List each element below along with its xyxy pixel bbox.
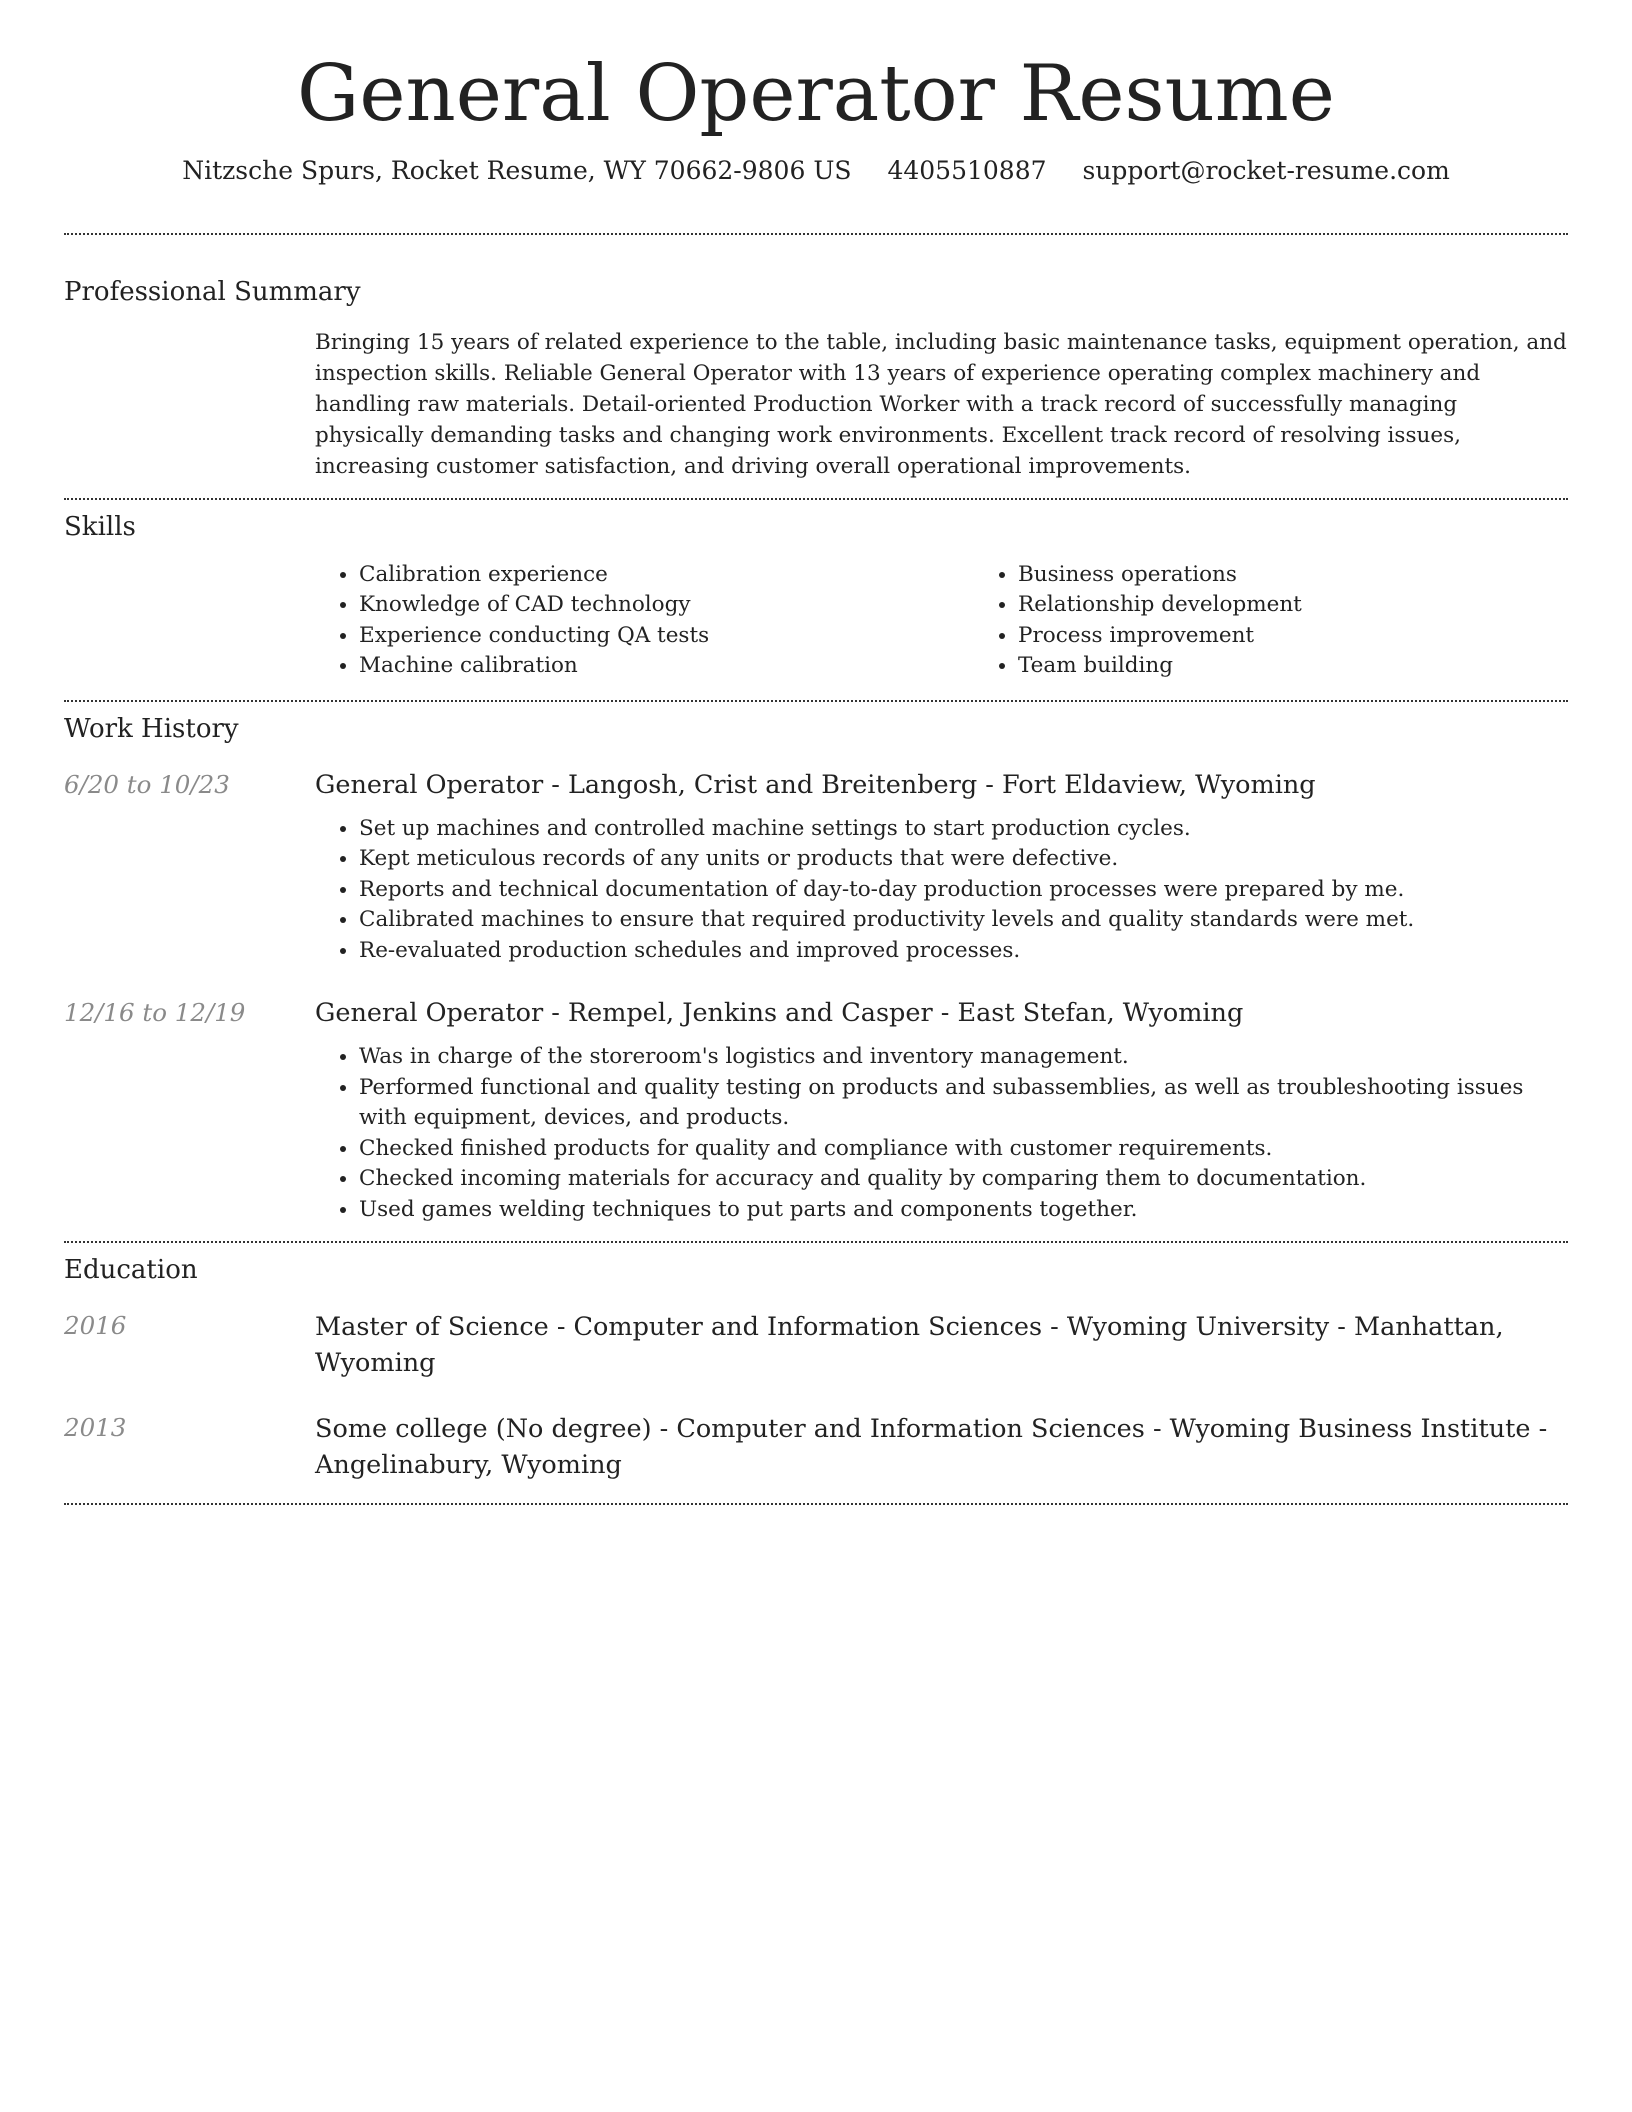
- contact-email: support@rocket-resume.com: [1082, 155, 1450, 185]
- job-heading: [315, 768, 1568, 802]
- work-section: [64, 714, 1568, 1226]
- divider: [64, 233, 1568, 235]
- skill-item: • Knowledge of CAD technology: [359, 590, 974, 621]
- job-title: General Operator: [315, 998, 544, 1029]
- skill-item: • Machine calibration: [359, 651, 974, 682]
- resume-page: [64, 0, 1568, 1505]
- education-details: - Wyoming Business Institute - Angelinabury, Wyoming: [315, 1414, 1548, 1481]
- divider: [64, 498, 1568, 500]
- job-bullet: • Performed functional and quality testing on products and subassemblies, as well as troubleshooting issues with equipment, devices, and products.: [359, 1073, 1568, 1134]
- skill-item: • Process improvement: [1018, 621, 1632, 652]
- skills-list-right: [974, 560, 1632, 682]
- job-details: - Langosh, Crist and Breitenberg - Fort Eldaview, Wyoming: [543, 769, 1316, 800]
- job-bullets: [315, 814, 1568, 967]
- divider: [64, 1503, 1568, 1505]
- job-bullet: • Kept meticulous records of any units or products that were defective.: [359, 844, 1568, 875]
- skill-item: • Business operations: [1018, 560, 1632, 591]
- contact-address: Nitzsche Spurs, Rocket Resume, WY 70662-9806 US: [182, 155, 852, 185]
- job-bullet: • Reports and technical documentation of day-to-day production processes were prepared by me.: [359, 875, 1568, 906]
- education-heading: Education: [64, 1255, 198, 1286]
- job-entry: [64, 996, 1568, 1225]
- skills-heading: Skills: [64, 511, 136, 542]
- education-heading-line: [315, 1309, 1568, 1381]
- job-bullet: • Checked finished products for quality and compliance with customer requirements.: [359, 1134, 1568, 1165]
- divider: [64, 1241, 1568, 1243]
- job-bullets: [315, 1042, 1568, 1225]
- job-bullet: • Was in charge of the storeroom's logistics and inventory management.: [359, 1042, 1568, 1073]
- divider: [64, 700, 1568, 702]
- job-bullet: • Re-evaluated production schedules and improved processes.: [359, 936, 1568, 967]
- contact-phone: 4405510887: [887, 155, 1047, 185]
- skill-item: • Team building: [1018, 651, 1632, 682]
- skills-section: [64, 512, 1568, 682]
- skill-item: • Experience conducting QA tests: [359, 621, 974, 652]
- job-title: General Operator: [315, 769, 544, 800]
- education-year: 2013: [64, 1413, 127, 1443]
- page-title: General Operator Resume: [297, 49, 1335, 139]
- job-bullet: • Checked incoming materials for accuracy and quality by comparing them to documentation.: [359, 1164, 1568, 1195]
- job-dates: 12/16 to 12/19: [64, 998, 246, 1028]
- skill-item: • Calibration experience: [359, 560, 974, 591]
- job-details: - Rempel, Jenkins and Casper - East Stefan, Wyoming: [543, 998, 1244, 1029]
- skill-item: • Relationship development: [1018, 590, 1632, 621]
- education-year: 2016: [64, 1311, 127, 1341]
- education-details: - Wyoming University - Manhattan, Wyoming: [315, 1312, 1504, 1379]
- skills-list-left: [315, 560, 974, 682]
- education-entry: [64, 1309, 1568, 1381]
- contact-line: [64, 156, 1568, 185]
- education-degree: Master of Science - Computer and Information Sciences: [315, 1312, 1043, 1343]
- job-dates: 6/20 to 10/23: [64, 769, 230, 799]
- education-entry: [64, 1411, 1568, 1483]
- education-section: [64, 1255, 1568, 1483]
- job-entry: [64, 768, 1568, 967]
- work-heading: Work History: [64, 713, 239, 744]
- job-heading: [315, 996, 1568, 1030]
- education-degree: Some college (No degree) - Computer and Information Sciences: [315, 1414, 1145, 1445]
- summary-text: Bringing 15 years of related experience to the table, including basic maintenance tasks, equipment operation, and inspection skills. Reliable General Operator with 13 years of experience operating complex machinery and handling raw materials. Detail-oriented Production Worker with a track record of successfully managing physically demanding tasks and changing work environments. Excellent track record of resolving issues, increasing customer satisfaction, and driving overall operational improvements.: [315, 329, 1567, 479]
- job-bullet: • Used games welding techniques to put parts and components together.: [359, 1195, 1568, 1226]
- job-bullet: • Set up machines and controlled machine settings to start production cycles.: [359, 814, 1568, 845]
- summary-heading: Professional Summary: [64, 276, 361, 307]
- job-bullet: • Calibrated machines to ensure that required productivity levels and quality standards were met.: [359, 905, 1568, 936]
- summary-section: [64, 277, 1568, 482]
- education-heading-line: [315, 1411, 1568, 1483]
